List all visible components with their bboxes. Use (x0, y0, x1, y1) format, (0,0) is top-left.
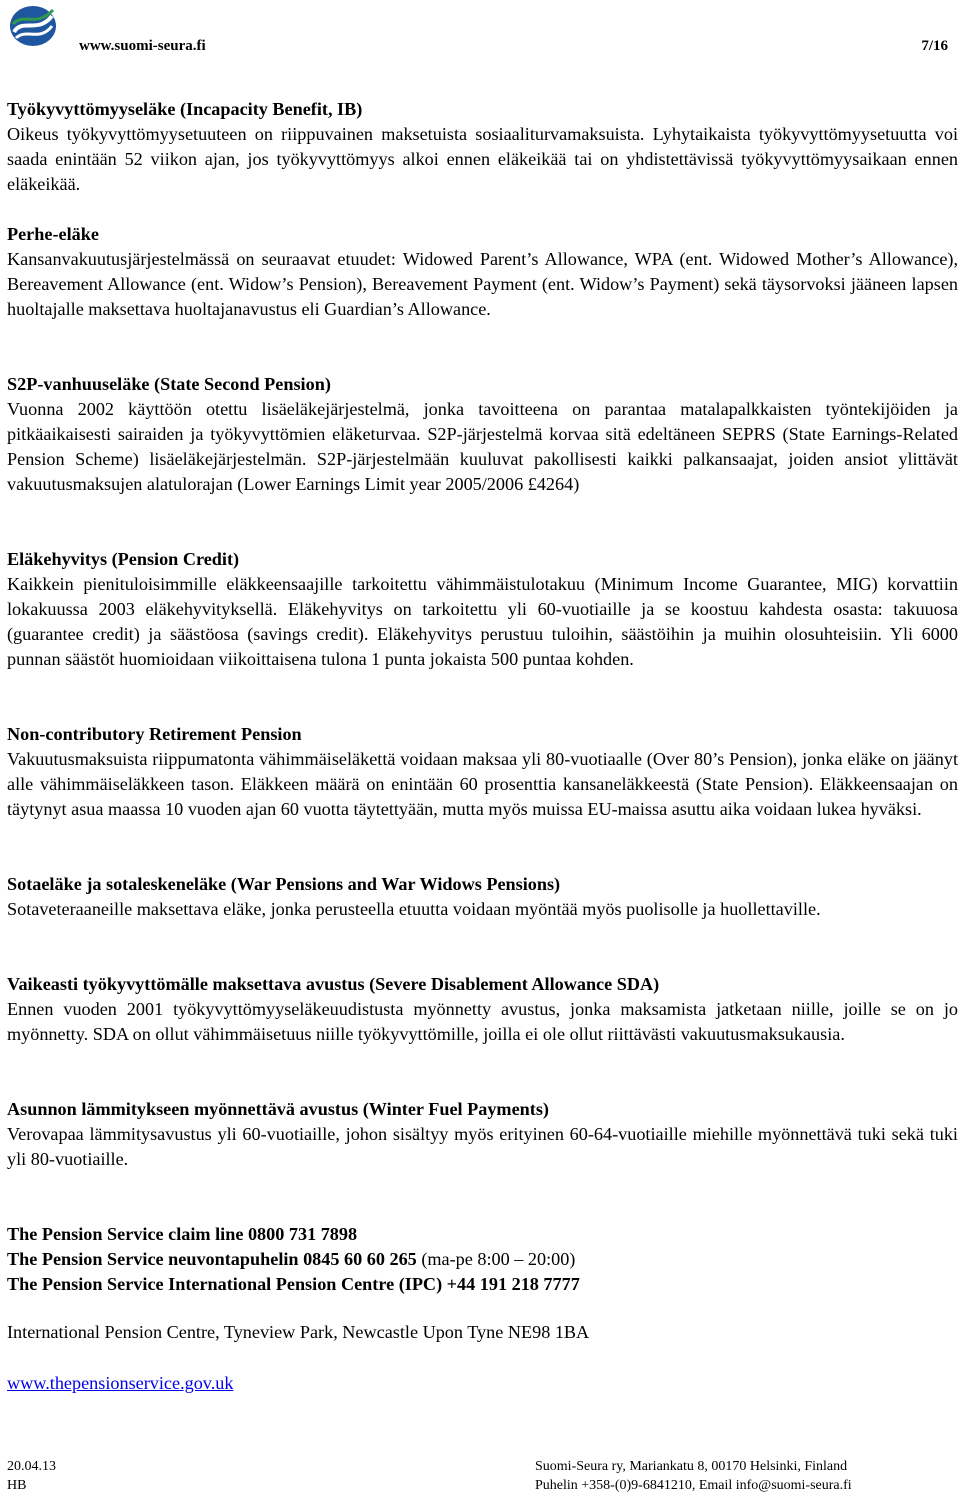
footer-right (535, 1457, 852, 1495)
advice-line: The Pension Service neuvontapuhelin 0845 60 60 265 (ma-pe 8:00 – 20:00) (7, 1249, 576, 1269)
footer-org-address: Suomi-Seura ry, Mariankatu 8, 00170 Helsinki, Finland (535, 1459, 848, 1474)
section-pension-credit (7, 547, 958, 672)
section-heading: Sotaeläke ja sotaleskeneläke (War Pensions and War Widows Pensions) (7, 874, 561, 894)
claim-line: The Pension Service claim line 0800 731 7898 (7, 1224, 358, 1244)
section-heading: Vaikeasti työkyvyttömälle maksettava avustus (Severe Disablement Allowance SDA) (7, 974, 660, 994)
section-body: Kansanvakuutusjärjestelmässä on seuraavat etuudet: Widowed Parent’s Allowance, WPA (ent. Widowed Mother’s Allowance), Bereavement Allowance (ent. Widow’s Pension), Bereavement Payment (ent. Widow’s Payment) sekä täysorvoksi jääneen lapsen huoltajalle maksettava huoltajanavustus eli Guardian’s Allowance. (7, 249, 958, 319)
section-state-second-pension (7, 372, 958, 497)
section-heading: Asunnon lämmitykseen myönnettävä avustus (Winter Fuel Payments) (7, 1099, 549, 1119)
section-heading: Eläkehyvitys (Pension Credit) (7, 549, 240, 569)
section-survivors-pension (7, 222, 958, 322)
section-body: Verovapaa lämmitysavustus yli 60-vuotiaille, johon sisältyy myös erityinen 60-64-vuotiaille miehille myönnettävä tuki sekä tuki yli 80-vuotiaille. (7, 1124, 958, 1169)
section-war-pensions (7, 872, 958, 922)
footer-initials: HB (7, 1478, 27, 1493)
footer-left (7, 1457, 56, 1495)
pension-service-website-link[interactable]: www.thepensionservice.gov.uk (7, 1373, 234, 1393)
section-heading: Perhe-eläke (7, 224, 99, 244)
ipc-line: The Pension Service International Pension Centre (IPC) +44 191 218 7777 (7, 1274, 580, 1294)
section-heading: S2P-vanhuuseläke (State Second Pension) (7, 374, 331, 394)
section-body: Ennen vuoden 2001 työkyvyttömyyseläkeuudistusta myönnetty avustus, jonka maksamista jatketaan niille, joille se on jo myönnetty. SDA on ollut vähimmäisetuus niille työkyvyttömille, joilla ei ole ollut riittävästi vakuutusmaksukausia. (7, 999, 958, 1044)
section-body: Kaikkein pienituloisimmille eläkkeensaajille tarkoitettu vähimmäistulotakuu (Minimum Income Guarantee, MIG) korvattiin lokakuussa 2003 eläkehyvityksellä. Eläkehyvitys on tarkoitettu yli 60-vuotiaille ja se koostuu kahdesta osasta: takuuosa (guarantee credit) ja säästöosa (savings credit). Eläkehyvitys perustuu tuloihin, säästöihin ja muihin olosuhteisiin. Yli 6000 punnan säästöt huomioidaan viikoittaisena tulona 1 punta jokaista 500 puntaa kohden. (7, 574, 958, 669)
section-body: Vakuutusmaksuista riippumatonta vähimmäiseläkettä voidaan maksaa yli 80-vuotiaalle (Over 80’s Pension), jonka eläke on jäänyt alle vähimmäiseläkkeen tason. Eläkkeen määrä on enintään 60 prosenttia kansaneläkkeestä (State Pension). Eläkkeensaajan on täytynyt asua maassa 10 vuoden ajan 60 vuotta täytettyään, mutta myös muissa EU-maissa asuttu aika voidaan lukea hyväksi. (7, 749, 958, 819)
section-incapacity-benefit (7, 97, 958, 197)
section-heading: Työkyvyttömyyseläke (Incapacity Benefit, IB) (7, 99, 363, 119)
ipc-address: International Pension Centre, Tyneview Park, Newcastle Upon Tyne NE98 1BA (7, 1322, 590, 1342)
section-body: Oikeus työkyvyttömyysetuuteen on riippuvainen maksetuista sosiaaliturvamaksuista. Lyhytaikaista työkyvyttömyysetuutta voi saada enintään 52 viikon ajan, jos työkyvyttömyys alkoi ennen eläkeikää tai on yhdistettävissä työkyvyttömyysaikaan ennen eläkeikää. (7, 124, 958, 194)
section-body: Sotaveteraaneille maksettava eläke, jonka perusteella etuutta voidaan myöntää myös puolisolle ja huollettaville. (7, 899, 821, 919)
site-url-link[interactable]: www.suomi-seura.fi (79, 38, 206, 54)
section-heading: Non-contributory Retirement Pension (7, 724, 302, 744)
page-number: 7/16 (921, 38, 948, 54)
section-severe-disablement (7, 972, 958, 1047)
section-non-contributory-pension (7, 722, 958, 822)
section-body: Vuonna 2002 käyttöön otettu lisäeläkejärjestelmä, jonka tavoitteena on parantaa matalapalkkaisten työntekijöiden ja pitkäaikaisesti sairaiden ja työkyvyttömien eläketurvaa. S2P-järjestelmä korvaa sitä edeltäneen SEPRS (State Earnings-Related Pension Scheme) lisäeläkejärjestelmän. S2P-järjestelmään kuuluvat pakollisesti kaikki palkansaajat, joiden ansiot ylittävät vakuutusmaksujen alatulorajan (Lower Earnings Limit year 2005/2006 £4264) (7, 399, 958, 494)
section-winter-fuel (7, 1097, 958, 1172)
suomi-seura-logo-icon (8, 4, 58, 48)
footer-date: 20.04.13 (7, 1459, 56, 1474)
footer-org-contact: Puhelin +358-(0)9-6841210, Email info@suomi-seura.fi (535, 1478, 852, 1493)
